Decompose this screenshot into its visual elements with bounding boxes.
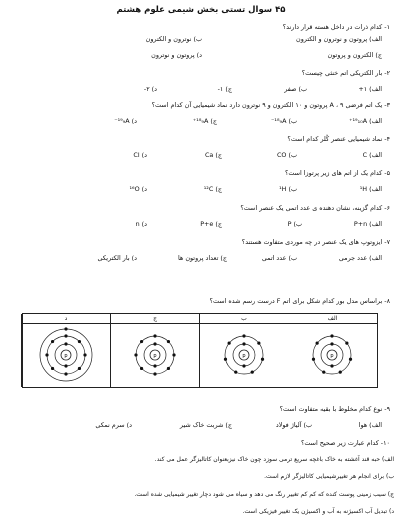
nucleus-label: p bbox=[64, 353, 68, 359]
q9-option-c[interactable]: ج) شربت خاک شیر bbox=[179, 421, 232, 429]
bohr-cell-b[interactable] bbox=[199, 314, 288, 387]
question-3: ۳- یک اتم فرضی A ، ۹ پروتون و ۱۰ الکترون و ۹ نوترون دارد نماد شیمیایی آن کدام است؟ bbox=[151, 101, 390, 109]
electron bbox=[242, 342, 245, 345]
electron bbox=[64, 372, 67, 375]
electron bbox=[330, 364, 333, 367]
electron bbox=[64, 327, 67, 330]
electron bbox=[330, 334, 333, 337]
question-5: ۵- کدام یک از اتم های زیر پرتوزا است؟ bbox=[284, 169, 390, 177]
electron bbox=[345, 342, 348, 345]
electron bbox=[228, 342, 231, 345]
electron bbox=[312, 358, 315, 361]
q9-option-b[interactable]: ب) آلیاژ فولاد bbox=[275, 421, 312, 429]
bohr-cell-c[interactable] bbox=[110, 314, 199, 387]
question-10: ۱۰- کدام عبارت زیر صحیح است؟ bbox=[300, 439, 390, 447]
q2-option-d[interactable]: د) ۲- bbox=[143, 85, 157, 93]
question-1: ۱- کدام ذرات در داخل هسته قرار دارند؟ bbox=[282, 23, 390, 31]
q9-option-a[interactable]: الف) هوا bbox=[358, 421, 382, 429]
q3-option-d[interactable]: د) ¹⁹₉A⁻ bbox=[114, 117, 137, 125]
page-title: ۴۵ سوال تستی بخش شیمی علوم هشتم bbox=[116, 5, 286, 15]
electron bbox=[234, 371, 237, 374]
electron bbox=[224, 358, 227, 361]
electron bbox=[153, 372, 156, 375]
electron bbox=[64, 364, 67, 367]
bohr-diagram-c bbox=[111, 324, 199, 386]
electron bbox=[51, 340, 54, 343]
q7-option-b[interactable]: ب) عدد اتمی bbox=[261, 254, 297, 262]
question-4: ۴- نماد شیمیایی عنصر کُلر کدام است؟ bbox=[287, 135, 390, 143]
q4-option-c[interactable]: ج) Ca bbox=[204, 151, 222, 159]
q5-option-d[interactable]: د) ¹⁶O bbox=[129, 185, 147, 193]
electron bbox=[45, 353, 48, 356]
q2-option-c[interactable]: ج) ۱- bbox=[217, 85, 232, 93]
q9-option-d[interactable]: د) سرم نمکی bbox=[95, 421, 132, 429]
q1-option-c[interactable]: ج) الکترون و پروتون bbox=[327, 51, 382, 59]
q7-option-c[interactable]: ج) تعداد پروتون ها bbox=[177, 254, 227, 262]
electron bbox=[339, 371, 342, 374]
electron bbox=[330, 342, 333, 345]
electron bbox=[172, 353, 175, 356]
bohr-header-d: د bbox=[22, 314, 110, 324]
nucleus-label: p bbox=[242, 353, 246, 359]
electron bbox=[64, 334, 67, 337]
q6-option-a[interactable]: الف) P+n bbox=[353, 220, 382, 228]
electron bbox=[242, 364, 245, 367]
electron bbox=[153, 334, 156, 337]
q4-option-b[interactable]: ب) CO bbox=[276, 151, 297, 159]
q1-option-b[interactable]: ب) نوترون و الکترون bbox=[145, 35, 202, 43]
q3-option-a[interactable]: الف) ¹⁹₁₀A⁺ bbox=[349, 117, 382, 125]
q4-option-a[interactable]: الف) C bbox=[362, 151, 382, 159]
q1-option-d[interactable]: د) پروتون و نوترون bbox=[151, 51, 202, 59]
q10-option-c[interactable]: ج) سیب زمینی پوست کنده که کم کم تغییر رنگ می دهد و سیاه می شود دچار تغییر شیمیایی شده است. bbox=[134, 491, 394, 498]
electron bbox=[153, 342, 156, 345]
bohr-cell-d[interactable] bbox=[21, 314, 110, 387]
bohr-diagram-b bbox=[200, 324, 288, 386]
q5-option-a[interactable]: الف) ¹H bbox=[359, 185, 382, 193]
question-7: ۷- ایزوتوپ های یک عنصر در چه موردی متفاوت هستند؟ bbox=[241, 238, 390, 246]
bohr-diagram-a bbox=[288, 324, 376, 386]
electron bbox=[134, 353, 137, 356]
question-2: ۲- بار الکتریکی اتم خنثی چیست؟ bbox=[301, 69, 390, 77]
electron bbox=[167, 340, 170, 343]
question-8: ۸- براساس مدل بور کدام شکل برای اتم F درست رسم شده است؟ bbox=[209, 297, 390, 305]
question-6: ۶- کدام گزینه، نشان دهنده ی عدد اتمی یک عنصر است؟ bbox=[240, 204, 390, 212]
bohr-model-table bbox=[22, 313, 378, 388]
electron bbox=[64, 342, 67, 345]
electron bbox=[242, 334, 245, 337]
electron bbox=[140, 367, 143, 370]
q2-option-b[interactable]: ب) صفر bbox=[284, 85, 307, 93]
electron bbox=[153, 364, 156, 367]
electron bbox=[251, 371, 254, 374]
q6-option-b[interactable]: ب) P bbox=[287, 220, 302, 228]
q7-option-a[interactable]: الف) عدد جرمی bbox=[338, 254, 382, 262]
q3-option-c[interactable]: ج) ¹⁸₉A⁺ bbox=[192, 117, 217, 125]
electron bbox=[349, 358, 352, 361]
nucleus-label: p bbox=[330, 353, 334, 359]
electron bbox=[51, 367, 54, 370]
electron bbox=[140, 340, 143, 343]
q7-option-d[interactable]: د) بار الکتریکی bbox=[97, 254, 137, 262]
question-9: ۹- نوع کدام مخلوط با بقیه متفاوت است؟ bbox=[279, 405, 390, 413]
q10-option-b[interactable]: ب) برای انجام هر تغییرشیمیایی کاتالیزگر لازم است. bbox=[264, 473, 394, 480]
q3-option-b[interactable]: ب) ¹⁸₉A⁻ bbox=[271, 117, 297, 125]
electron bbox=[83, 353, 86, 356]
bohr-header-a: الف bbox=[288, 314, 377, 324]
bohr-header-b: ب bbox=[200, 314, 288, 324]
bohr-diagram-d bbox=[22, 324, 110, 386]
electron bbox=[316, 342, 319, 345]
bohr-cell-a[interactable] bbox=[288, 314, 377, 387]
electron bbox=[78, 367, 81, 370]
electron bbox=[257, 342, 260, 345]
q2-option-a[interactable]: الف) ۱+ bbox=[358, 85, 382, 93]
q10-option-a[interactable]: الف) حبه قند آغشته به خاک باغچه سریع ترمی سوزد چون خاک نیزبعنوان کاتالیزگر عمل می کند. bbox=[154, 456, 394, 463]
q1-option-a[interactable]: الف) پروتون و نوترون و الکترون bbox=[296, 35, 382, 43]
q5-option-c[interactable]: ج) ¹²C bbox=[203, 185, 222, 193]
electron bbox=[261, 358, 264, 361]
bohr-header-c: ج bbox=[111, 314, 199, 324]
electron bbox=[78, 340, 81, 343]
nucleus-label: p bbox=[153, 353, 157, 359]
q5-option-b[interactable]: ب) ¹H bbox=[279, 185, 297, 193]
q10-option-d[interactable]: د) تبدیل آب اکسیژنه به آب و اکسیژن یک تغییر فیزیکی است. bbox=[242, 508, 394, 515]
q4-option-d[interactable]: د) Cl bbox=[133, 151, 147, 159]
electron bbox=[167, 367, 170, 370]
q6-option-d[interactable]: د) n bbox=[135, 220, 147, 228]
q6-option-c[interactable]: ج) P+e bbox=[200, 220, 222, 228]
electron bbox=[322, 371, 325, 374]
